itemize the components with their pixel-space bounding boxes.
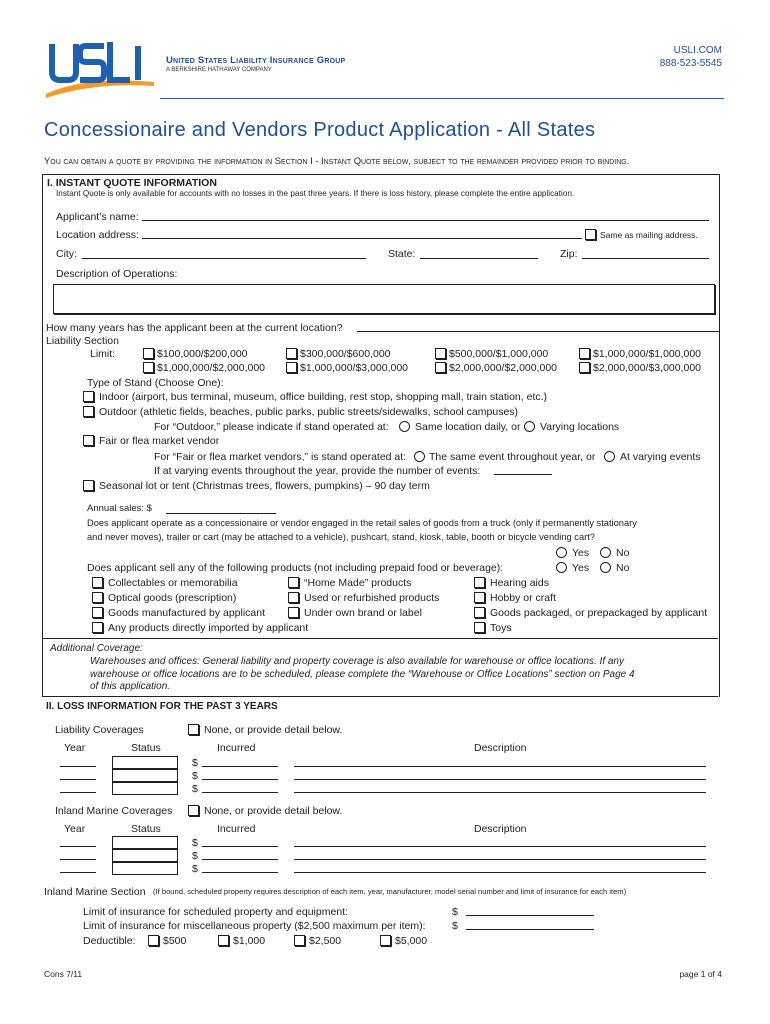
liability-status-field[interactable] [112, 782, 178, 795]
product-label-7: Goods manufactured by applicant [108, 607, 266, 619]
products-no-radio[interactable] [600, 562, 611, 573]
liability-section-label: Liability Section [46, 335, 119, 347]
inland-col-incurred: Incurred [217, 823, 256, 835]
product-checkbox-6[interactable] [474, 592, 485, 603]
product-checkbox-4[interactable] [92, 592, 103, 603]
varying-events-radio[interactable] [604, 451, 615, 462]
liability-none-label: None, or provide detail below. [204, 724, 343, 736]
inland-section-heading: Inland Marine Section [44, 886, 146, 898]
limit-option-4: $1,000,000/$1,000,000 [593, 348, 702, 360]
same-event-label: The same event throughout year, or [429, 451, 596, 463]
product-label-9: Goods packaged, or prepackaged by applicant [490, 607, 708, 619]
deductible-option-500: $500 [163, 935, 187, 947]
product-checkbox-8[interactable] [288, 607, 299, 618]
dollar-sign: $ [192, 863, 198, 875]
limit-checkbox-1[interactable] [143, 348, 154, 359]
concessionaire-question-1: Does applicant operate as a concessionaire or vendor engaged in the retail sales of goods from a truck (only if permanently stationary [87, 518, 637, 528]
applicant-name-field[interactable] [142, 220, 709, 221]
inland-none-checkbox[interactable] [188, 805, 199, 816]
seasonal-label: Seasonal lot or tent (Christmas trees, flowers, pumpkins) – 90 day term [99, 480, 430, 492]
liability-status-field[interactable] [112, 769, 178, 782]
misc-dollar: $ [452, 920, 458, 932]
concessionaire-no-radio[interactable] [600, 547, 611, 558]
scheduled-field[interactable] [466, 915, 594, 916]
deductible-checkbox-2500[interactable] [294, 935, 305, 946]
seasonal-checkbox[interactable] [83, 480, 94, 491]
annual-sales-label: Annual sales: $ [87, 503, 152, 514]
limit-checkbox-2[interactable] [286, 348, 297, 359]
limit-option-1: $100,000/$200,000 [157, 348, 248, 360]
fair-question: For “Fair or flea market vendors,” is stand operated at: [154, 451, 407, 463]
inland-year-field[interactable] [60, 846, 96, 847]
deductible-checkbox-1000[interactable] [218, 935, 229, 946]
product-checkbox-1[interactable] [92, 577, 103, 588]
concessionaire-no-label: No [616, 547, 630, 559]
liability-incurred-field[interactable] [202, 779, 278, 780]
outdoor-question: For “Outdoor,” please indicate if stand operated at: [154, 421, 389, 433]
same-mailing-checkbox[interactable] [585, 229, 596, 240]
product-label-3: Hearing aids [490, 577, 549, 589]
same-mailing-label: Same as mailing address. [600, 230, 698, 240]
liability-description-field[interactable] [294, 766, 706, 767]
products-question: Does applicant sell any of the following products (not including prepaid food or beverage): [87, 562, 504, 574]
scheduled-dollar: $ [452, 906, 458, 918]
limit-checkbox-3[interactable] [435, 348, 446, 359]
deductible-option-2500: $2,500 [309, 935, 342, 947]
limit-checkbox-6[interactable] [286, 362, 297, 373]
applicant-name-label: Applicant’s name: [56, 211, 139, 223]
misc-field[interactable] [466, 929, 594, 930]
product-label-6: Hobby or craft [490, 592, 556, 604]
limit-option-3: $500,000/$1,000,000 [449, 348, 549, 360]
product-checkbox-7[interactable] [92, 607, 103, 618]
events-field[interactable] [494, 474, 552, 475]
form-code: Cons 7/11 [44, 969, 83, 979]
inland-col-year: Year [64, 823, 86, 835]
inland-incurred-field[interactable] [202, 859, 278, 860]
liability-col-incurred: Incurred [217, 742, 256, 754]
limit-option-2: $300,000/$600,000 [300, 348, 391, 360]
limit-option-6: $1,000,000/$3,000,000 [300, 362, 409, 374]
city-field[interactable] [82, 258, 366, 259]
company-name: United States Liability Insurance Group [166, 55, 346, 66]
inland-incurred-field[interactable] [202, 846, 278, 847]
deductible-option-5000: $5,000 [395, 935, 428, 947]
limit-checkbox-5[interactable] [143, 362, 154, 373]
description-field[interactable] [53, 284, 715, 314]
liability-year-field[interactable] [60, 792, 96, 793]
inland-col-description: Description [474, 823, 527, 835]
deductible-label: Deductible: [83, 935, 136, 947]
location-field[interactable] [142, 238, 582, 239]
additional-heading: Additional Coverage: [50, 643, 143, 654]
same-location-radio[interactable] [399, 421, 410, 432]
liability-none-checkbox[interactable] [188, 724, 199, 735]
product-label-8: Under own brand or label [304, 607, 422, 619]
inland-section-note: (If bound, scheduled property requires description of each item, year, manufacturer, model serial number and limit of insurance for each item) [153, 887, 627, 896]
inland-status-field[interactable] [112, 849, 178, 862]
product-checkbox-2[interactable] [288, 577, 299, 588]
dollar-sign: $ [192, 837, 198, 849]
liability-col-description: Description [474, 742, 527, 754]
products-no-label: No [616, 562, 630, 574]
product-checkbox-5[interactable] [288, 592, 299, 603]
deductible-checkbox-5000[interactable] [380, 935, 391, 946]
varying-locations-radio[interactable] [524, 421, 535, 432]
usli-logo [44, 38, 156, 98]
fair-label: Fair or flea market vendor [99, 435, 220, 447]
limit-checkbox-8[interactable] [579, 362, 590, 373]
annual-sales-field[interactable] [166, 513, 276, 514]
state-label: State: [388, 248, 416, 260]
phone: 888-523-5545 [659, 58, 722, 69]
same-event-radio[interactable] [414, 451, 425, 462]
additional-text-1: Warehouses and offices: General liability and property coverage is also available for warehouse or office locations. If any [90, 656, 624, 667]
product-checkbox-9[interactable] [474, 607, 485, 618]
concessionaire-yes-radio[interactable] [556, 547, 567, 558]
liability-col-status: Status [131, 742, 161, 754]
dollar-sign: $ [192, 770, 198, 782]
liability-incurred-field[interactable] [202, 766, 278, 767]
products-yes-label: Yes [572, 562, 590, 574]
inland-year-field[interactable] [60, 872, 96, 873]
inland-year-field[interactable] [60, 859, 96, 860]
section2-heading: II. LOSS INFORMATION FOR THE PAST 3 YEARS [46, 701, 278, 712]
additional-text-3: of this application. [90, 681, 171, 692]
liability-coverages-label: Liability Coverages [55, 724, 144, 736]
deductible-option-1000: $1,000 [233, 935, 266, 947]
fair-checkbox[interactable] [83, 435, 94, 446]
additional-text-2: warehouse or office locations are to be scheduled, please complete the “Warehouse or Office Locations” section on Page 4 [90, 669, 635, 680]
inland-description-field[interactable] [294, 846, 706, 847]
concessionaire-yes-label: Yes [572, 547, 590, 559]
inland-coverages-label: Inland Marine Coverages [55, 805, 173, 817]
liability-description-field[interactable] [294, 792, 706, 793]
same-location-label: Same location daily, or [415, 421, 521, 433]
liability-year-field[interactable] [60, 779, 96, 780]
years-question: How many years has the applicant been at the current location? [46, 322, 343, 334]
inland-status-field[interactable] [112, 836, 178, 849]
inland-description-field[interactable] [294, 872, 706, 873]
liability-year-field[interactable] [60, 766, 96, 767]
product-label-4: Optical goods (prescription) [108, 592, 237, 604]
inland-col-status: Status [131, 823, 161, 835]
dollar-sign: $ [192, 783, 198, 795]
limit-checkbox-4[interactable] [579, 348, 590, 359]
varying-locations-label: Varying locations [540, 421, 620, 433]
product-checkbox-10[interactable] [92, 622, 103, 633]
dollar-sign: $ [192, 850, 198, 862]
liability-status-field[interactable] [112, 756, 178, 769]
company-sub: A BERKSHIRE HATHAWAY COMPANY [166, 67, 272, 73]
description-label: Description of Operations: [56, 268, 178, 280]
page-number: page 1 of 4 [679, 969, 722, 979]
inland-description-field[interactable] [294, 859, 706, 860]
indoor-label: Indoor (airport, bus terminal, museum, office building, rest stop, shopping mall, train station, etc.) [99, 391, 548, 403]
liability-incurred-field[interactable] [202, 792, 278, 793]
limit-checkbox-7[interactable] [435, 362, 446, 373]
limit-option-8: $2,000,000/$3,000,000 [593, 362, 702, 374]
intro-text: You can obtain a quote by providing the information in Section I - Instant Quote below, subject to the remainder provided prior to binding. [44, 155, 630, 166]
years-field[interactable] [357, 331, 719, 332]
header-divider [160, 98, 724, 99]
dollar-sign: $ [192, 757, 198, 769]
product-checkbox-11[interactable] [474, 622, 485, 633]
location-label: Location address: [56, 229, 139, 241]
liability-col-year: Year [64, 742, 86, 754]
section1-heading: I. INSTANT QUOTE INFORMATION [47, 177, 217, 189]
inland-status-field[interactable] [112, 862, 178, 875]
scheduled-label: Limit of insurance for scheduled property and equipment: [83, 906, 348, 918]
outdoor-checkbox[interactable] [83, 406, 94, 417]
deductible-checkbox-500[interactable] [148, 935, 159, 946]
inland-incurred-field[interactable] [202, 872, 278, 873]
zip-label: Zip: [560, 248, 578, 260]
limit-option-7: $2,000,000/$2,000,000 [449, 362, 558, 374]
additional-divider [42, 638, 718, 639]
events-question: If at varying events throughout the year, provide the number of events: [154, 465, 481, 477]
misc-label: Limit of insurance for miscellaneous property ($2,500 maximum per item): [83, 920, 426, 932]
product-label-11: Toys [490, 622, 512, 634]
page-title: Concessionaire and Vendors Product Application - All States [44, 119, 596, 141]
section1-note: Instant Quote is only available for accounts with no losses in the past three years. If there is loss history, please complete the entire application. [56, 189, 575, 198]
section2-divider [42, 696, 718, 697]
zip-field[interactable] [582, 258, 709, 259]
products-yes-radio[interactable] [556, 562, 567, 573]
indoor-checkbox[interactable] [83, 391, 94, 402]
stand-type-label: Type of Stand (Choose One): [87, 377, 224, 389]
limit-option-5: $1,000,000/$2,000,000 [157, 362, 266, 374]
limit-label: Limit: [90, 348, 116, 360]
product-checkbox-3[interactable] [474, 577, 485, 588]
varying-events-label: At varying events [620, 451, 701, 463]
product-label-1: Collectables or memorabilia [108, 577, 238, 589]
liability-description-field[interactable] [294, 779, 706, 780]
product-label-5: Used or refurbished products [304, 592, 440, 604]
outdoor-label: Outdoor (athletic fields, beaches, public parks, public streets/sidewalks, school campuses) [99, 406, 519, 418]
website: USLI.COM [673, 45, 722, 56]
state-field[interactable] [420, 258, 538, 259]
concessionaire-question-2: and never moves), trailer or cart (may be attached to a vehicle), pushcart, stand, kiosk, table, booth or bicycle vending cart? [87, 532, 595, 542]
product-label-10: Any products directly imported by applicant [108, 622, 309, 634]
inland-none-label: None, or provide detail below. [204, 805, 343, 817]
city-label: City: [56, 248, 77, 260]
product-label-2: “Home Made” products [304, 577, 412, 589]
